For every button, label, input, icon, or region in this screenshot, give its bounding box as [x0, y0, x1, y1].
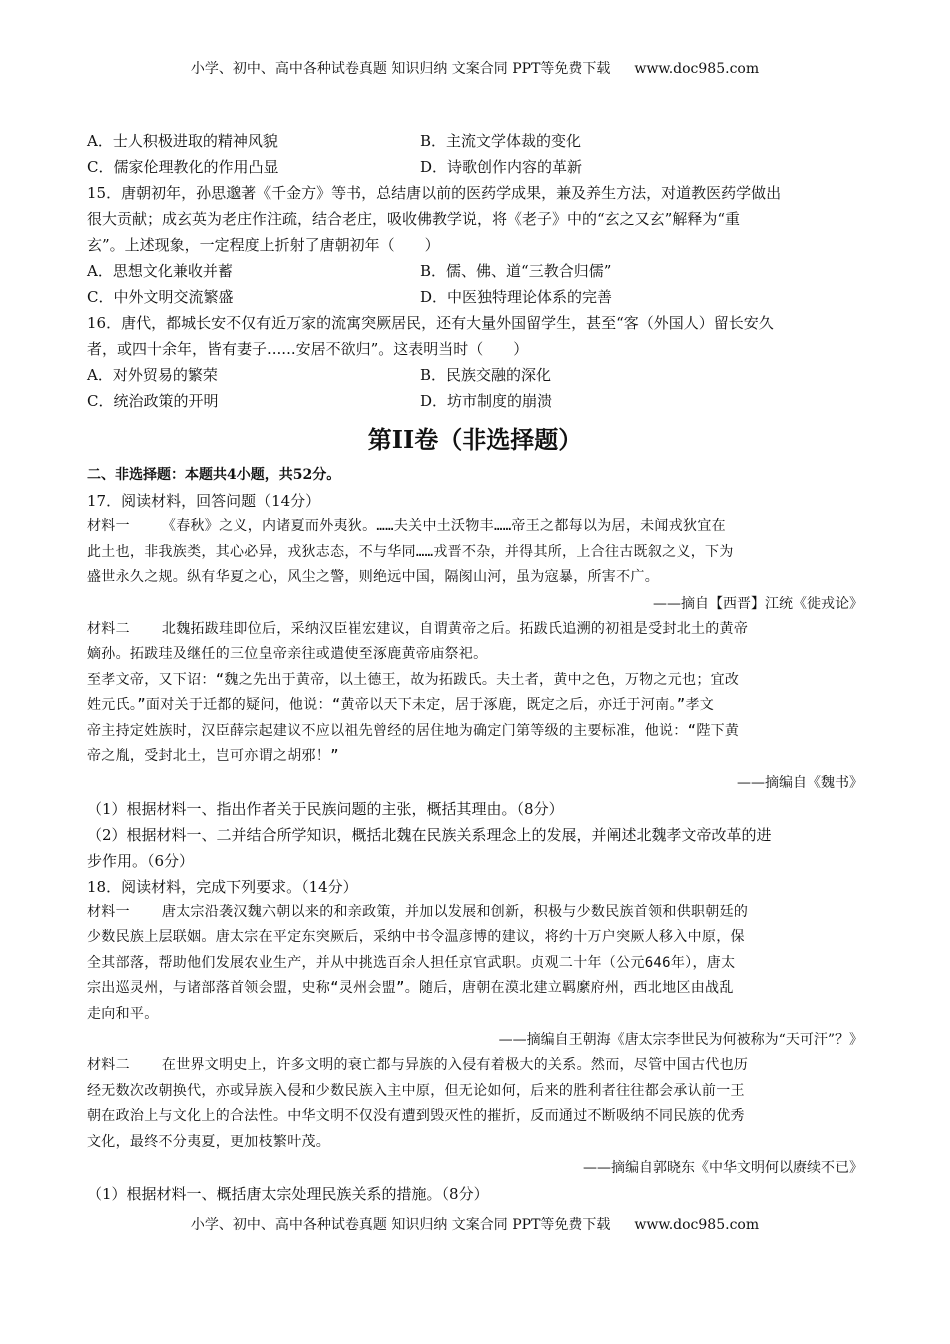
- q18-material-2-source: ——摘编自郭晓东《中华文明何以赓续不已》: [583, 1160, 863, 1176]
- section-title: 第II卷（非选择题）: [367, 425, 583, 454]
- header-site-link[interactable]: www.doc985.com: [634, 61, 760, 77]
- page-header: [0, 58, 950, 78]
- q17-material-1-source: ——摘自【西晋】江统《徙戎论》: [653, 595, 863, 612]
- q16-option-b: B．民族交融的深化: [420, 366, 552, 384]
- q14-option-c: C．儒家伦理教化的作用凸显: [87, 158, 279, 176]
- material-text: 帝之胤，受封北土，岂可亦谓之胡邪！”: [87, 748, 339, 764]
- q14-option-b: B．主流文学体裁的变化: [420, 132, 582, 150]
- exam-content: [87, 128, 863, 1207]
- material-text: 少数民族上层联姻。唐太宗在平定东突厥后，采纳中书令温彦博的建议，将约十万户突厥人移入中原，保: [87, 929, 745, 945]
- material-text: 朝在政治上与文化上的合法性。中华文明不仅没有遭到毁灭性的摧折，反而通过不断吸纳不同民族的优秀: [87, 1108, 745, 1124]
- material-text: 文化，最终不分夷夏，更加枝繁叶茂。: [87, 1133, 331, 1150]
- q15-stem-line: 15．唐朝初年，孙思邈著《千金方》等书，总结唐以前的医药学成果，兼及养生方法，对道教医药学做出: [87, 184, 782, 202]
- q18-subquestion-1: （1）根据材料一、概括唐太宗处理民族关系的措施。（8分）: [87, 1185, 489, 1203]
- q18-material-1: [87, 900, 863, 1028]
- q14-options-row2: [87, 154, 863, 180]
- q15-option-b: B．儒、佛、道“三教合归儒”: [420, 262, 612, 280]
- material-text: 《春秋》之义，内诸夏而外夷狄。……夫关中土沃物丰……帝王之都每以为居，未闻戎狄宜在: [161, 518, 726, 534]
- material-text: 北魏拓跋珪即位后，采纳汉臣崔宏建议，自谓黄帝之后。拓跋氏追溯的初祖是受封北土的黄帝: [161, 620, 749, 637]
- material-text: 姓元氏。”面对关于迁都的疑问，他说：“黄帝以天下未定，居于涿鹿，既定之后，亦迁于河南。”孝文: [87, 697, 715, 713]
- q15-option-c: C．中外文明交流繁盛: [87, 288, 234, 306]
- q14-options-row1: [87, 128, 863, 154]
- q16-stem-line: 16．唐代，都城长安不仅有近万家的流寓突厥居民，还有大量外国留学生，甚至“客（外国人）留长安久: [87, 314, 774, 332]
- q17-material-2-source: ——摘编自《魏书》: [737, 774, 863, 791]
- page-footer: [0, 1214, 950, 1234]
- q17-title: 17．阅读材料，回答问题（14分）: [87, 492, 321, 510]
- section-heading: 二、非选择题：本题共4小题，共52分。: [87, 467, 341, 483]
- header-text: 小学、初中、高中各种试卷真题 知识归纳 文案合同 PPT等免费下载: [190, 61, 611, 77]
- material-text: 全其部落，帮助他们发展农业生产，并从中挑选百余人担任京官武职。贞观二十年（公元646年），唐太: [87, 954, 736, 971]
- material-text: 盛世永久之规。纵有华夏之心，风尘之警，则绝远中国，隔阂山河，虽为寇暴，所害不广。: [87, 569, 659, 585]
- q16-option-a: A．对外贸易的繁荣: [87, 366, 218, 384]
- material-text: 经无数次改朝换代，亦或异族入侵和少数民族入主中原，但无论如何，后来的胜利者往往都会承认前一王: [87, 1082, 745, 1099]
- q18-material-1-source: ——摘编自王朝海《唐太宗李世民为何被称为“天可汗”？》: [498, 1032, 863, 1048]
- material-label: 材料一: [87, 518, 130, 534]
- q14-option-d: D．诗歌创作内容的革新: [420, 158, 583, 176]
- material-text: 在世界文明史上，许多文明的衰亡都与异族的入侵有着极大的关系。然而，尽管中国古代也历: [161, 1057, 749, 1073]
- q14-option-a: A．士人积极进取的精神风貌: [87, 132, 278, 150]
- material-text: 走向和平。: [87, 1005, 159, 1022]
- q15-options-row1: [87, 258, 863, 284]
- q17-subquestion-2-cont: 步作用。（6分）: [87, 851, 195, 870]
- material-label: 材料一: [87, 903, 130, 920]
- q17-subquestion-1: （1）根据材料一、指出作者关于民族问题的主张，概括其理由。（8分）: [87, 799, 564, 818]
- material-text: 帝主持定姓族时，汉臣薛宗起建议不应以祖先曾经的居住地为确定门第等级的主要标准，他说：“陛下黄: [87, 722, 740, 739]
- footer-site-link[interactable]: www.doc985.com: [634, 1217, 760, 1233]
- material-text: 嫡孙。拓跋珪及继任的三位皇帝亲往或遣使至涿鹿黄帝庙祭祀。: [87, 646, 488, 662]
- material-label: 材料二: [87, 620, 130, 637]
- footer-text: 小学、初中、高中各种试卷真题 知识归纳 文案合同 PPT等免费下载: [190, 1217, 611, 1233]
- q15-options-row2: [87, 284, 863, 310]
- q18-title: 18．阅读材料，完成下列要求。（14分）: [87, 877, 358, 896]
- q16-options-row1: [87, 362, 863, 388]
- q16-option-d: D．坊市制度的崩溃: [420, 392, 553, 410]
- material-label: 材料二: [87, 1057, 130, 1073]
- q15-stem-line: 很大贡献；成玄英为老庄作注疏，结合老庄，吸收佛教学说，将《老子》中的“玄之又玄”解释为“重: [87, 210, 741, 228]
- q15-stem-line: 玄”。上述现象，一定程度上折射了唐朝初年（ ）: [87, 236, 440, 254]
- material-text: 至孝文帝，又下诏：“魏之先出于黄帝，以土德王，故为拓跋氏。夫土者，黄中之色，万物之元也；宜改: [87, 671, 740, 688]
- q17-material-2: [87, 617, 863, 770]
- q16-options-row2: [87, 388, 863, 414]
- q17-subquestion-2: （2）根据材料一、二并结合所学知识，概括北魏在民族关系理念上的发展，并阐述北魏孝文帝改革的进: [87, 825, 772, 844]
- q16-option-c: C．统治政策的开明: [87, 392, 219, 410]
- q18-material-2: [87, 1053, 863, 1155]
- material-text: 此土也，非我族类，其心必异，戎狄志态，不与华同……戎晋不杂，并得其所，上合往古既叙之义，下为: [87, 543, 734, 560]
- q16-stem-line: 者，或四十余年，皆有妻子......安居不欲归”。这表明当时（ ）: [87, 340, 529, 358]
- q15-option-a: A．思想文化兼收并蓄: [87, 262, 233, 280]
- material-text: 唐太宗沿袭汉魏六朝以来的和亲政策，并加以发展和创新，积极与少数民族首领和供职朝廷的: [161, 903, 749, 920]
- q17-material-1: [87, 514, 863, 591]
- material-text: 宗出巡灵州，与诸部落首领会盟，史称“灵州会盟”。随后，唐朝在漠北建立羁縻府州，西北地区由战乱: [87, 980, 734, 996]
- q15-option-d: D．中医独特理论体系的完善: [420, 288, 613, 306]
